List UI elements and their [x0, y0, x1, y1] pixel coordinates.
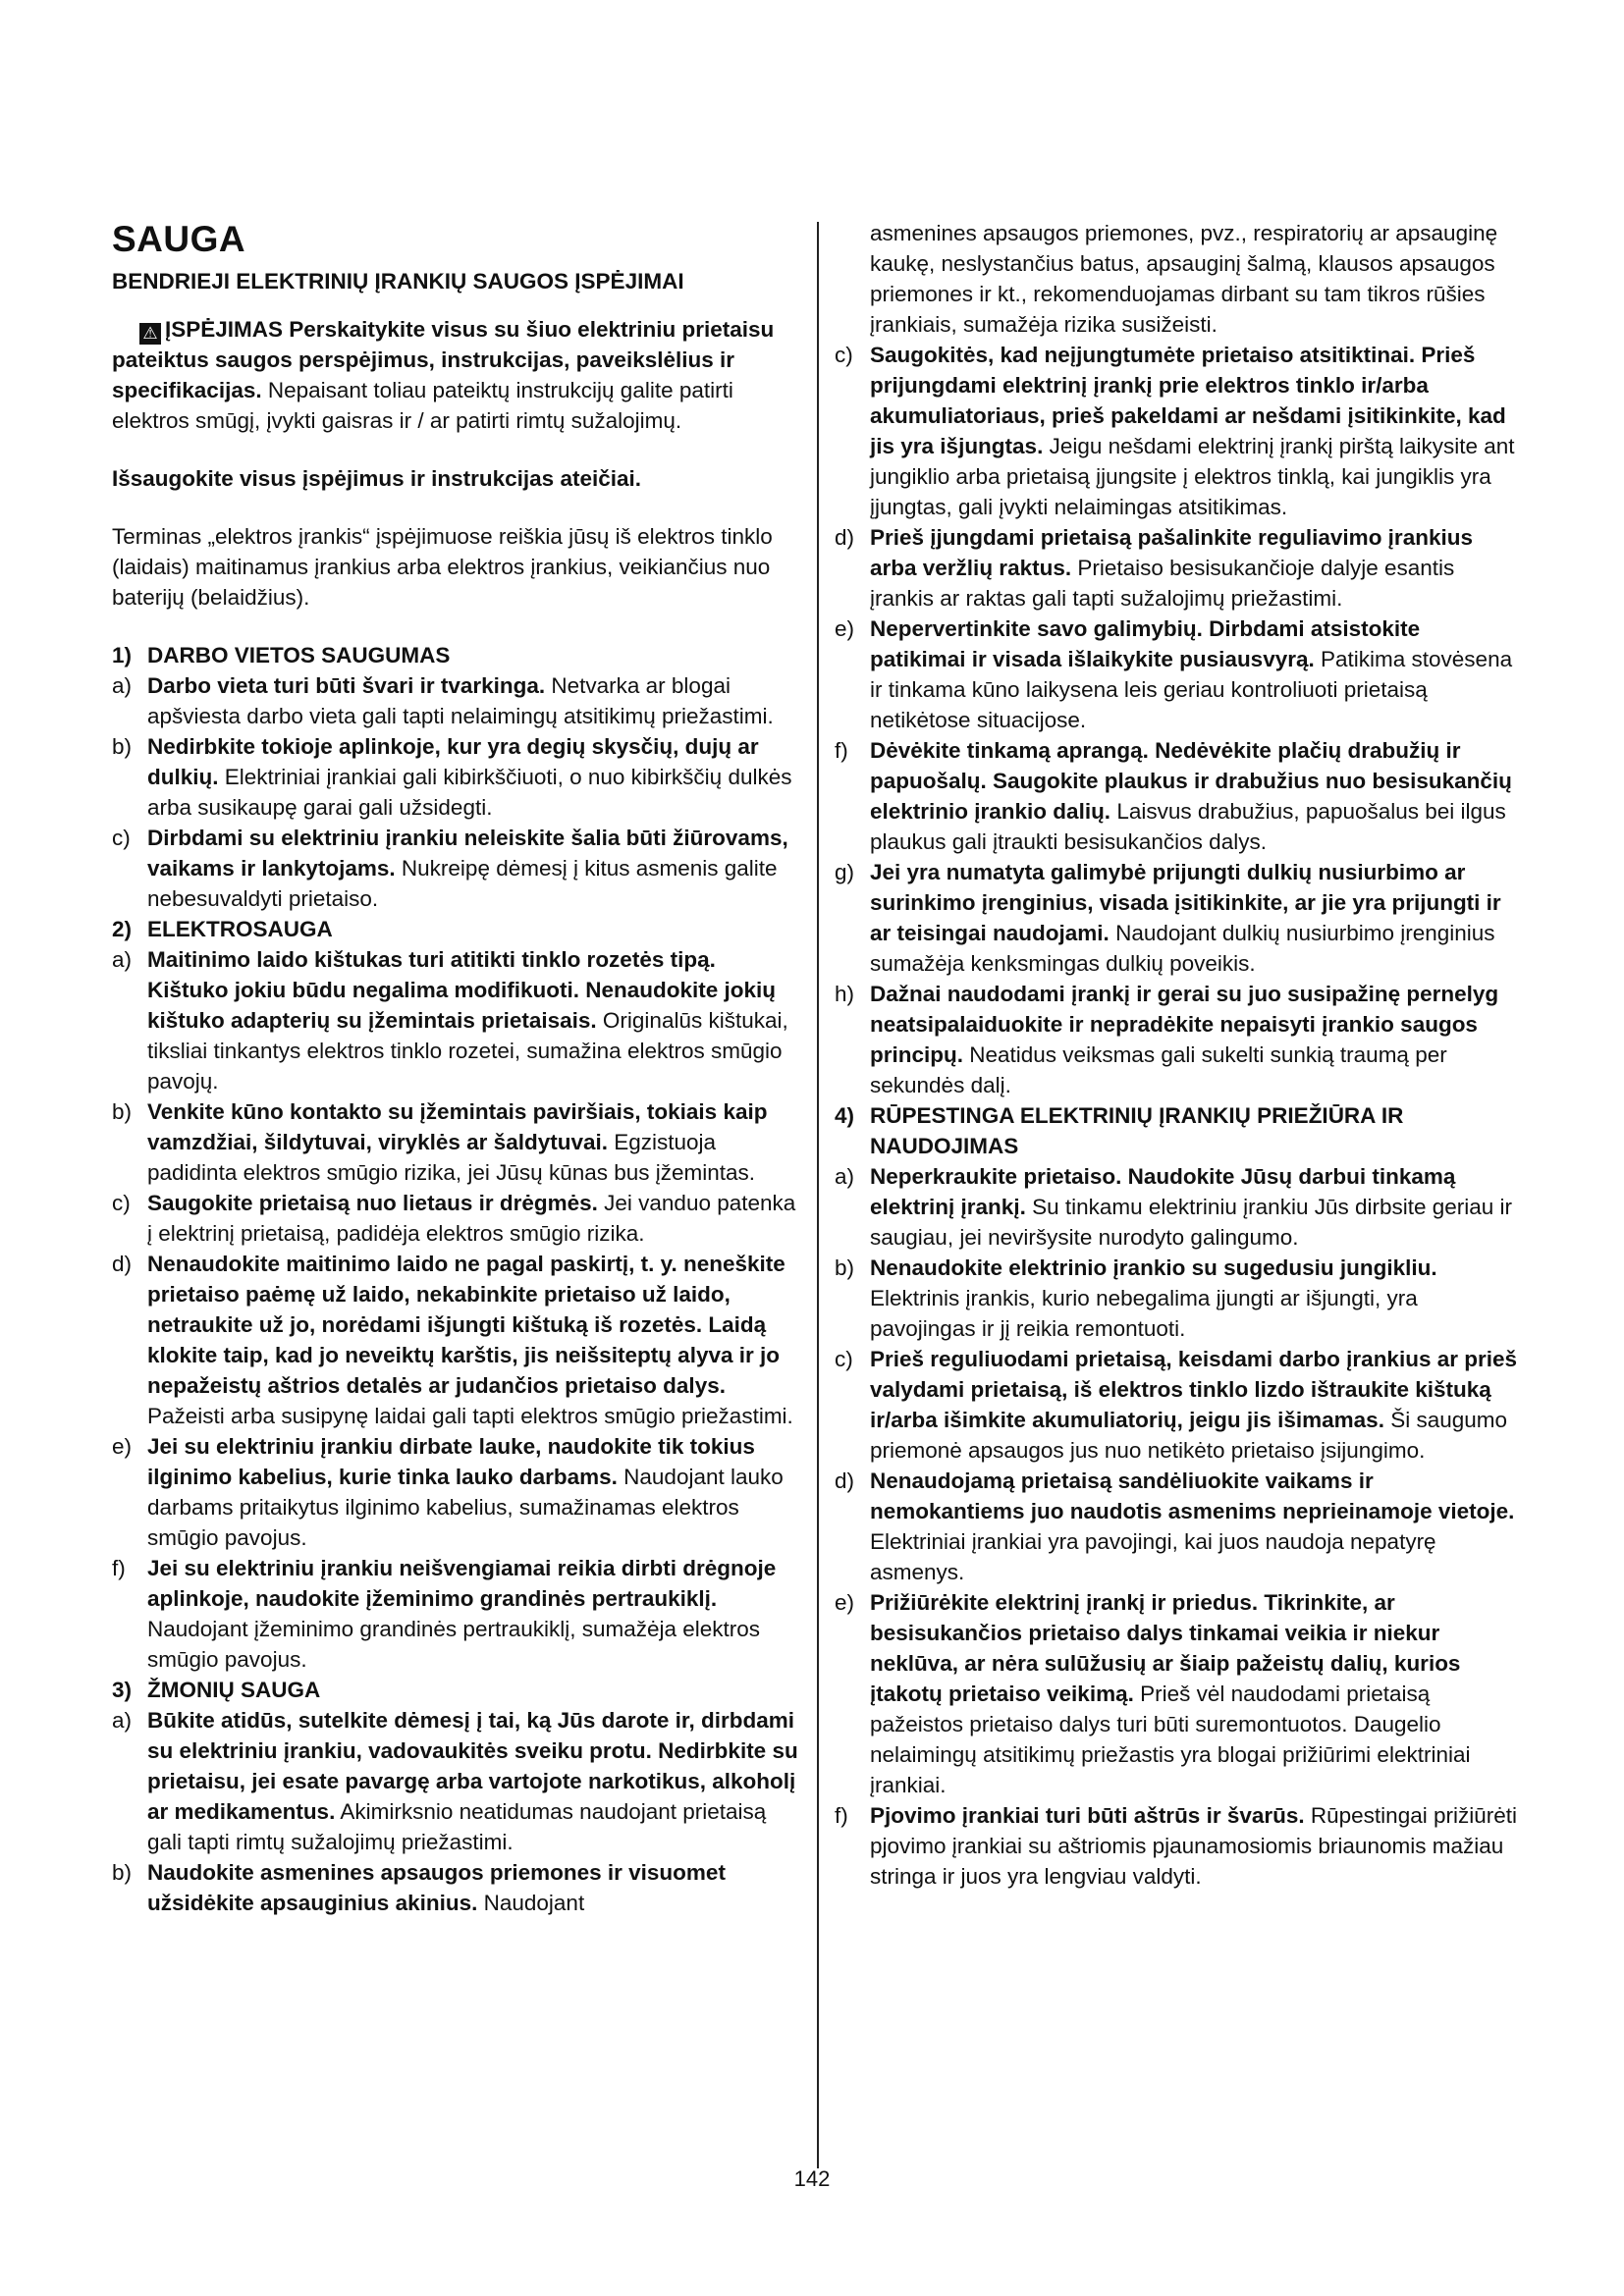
item-bold: Nenaudojamą prietaisą sandėliuokite vaikams ir nemokantiems juo naudotis asmenims neprieinamoje vietoje. — [870, 1468, 1515, 1523]
list-item — [112, 944, 799, 1096]
list-item — [112, 731, 799, 823]
item-text: Su tinkamu elektriniu įrankiu Jūs dirbsite geriau ir saugiau, jei neviršysite nurodyto galingumo. — [870, 1195, 1513, 1250]
item-bold: Naudokite asmenines apsaugos priemones ir visuomet užsidėkite apsauginius akinius. — [147, 1860, 726, 1915]
warning-triangle-icon: ⚠ — [139, 323, 161, 345]
item-label: e) — [835, 1590, 855, 1615]
section-number: 1) — [112, 643, 133, 667]
item-bold: Dėvėkite tinkamą aprangą. Nedėvėkite plačių drabužių ir papuošalų. Saugokite plaukus ir drabužius nuo besisukančių elektrinio įrankio dalių. — [870, 738, 1512, 824]
item-text: Ši saugumo priemonė apsaugos jus nuo netikėto prietaiso įsijungimo. — [870, 1408, 1508, 1463]
right-items — [835, 340, 1520, 1100]
warning-bold: ĮSPĖJIMAS Perskaitykite visus su šiuo elektriniu prietaisu pateiktus saugos perspėjimus, instrukcijas, paveikslėlius ir specifikacijas. — [112, 317, 775, 402]
list-item — [112, 1188, 799, 1249]
item-text: Originalūs kištukai, tiksliai tinkantys elektros tinklo rozetei, sumažina elektros smūgio pavojų. — [147, 1008, 788, 1094]
item-text: Naudojant įžeminimo grandinės pertraukiklį, sumažėja elektros smūgio pavojus. — [147, 1617, 761, 1672]
list-item — [835, 1344, 1520, 1466]
item-text: Egzistuoja padidinta elektros smūgio rizika, jei Jūsų kūnas bus įžemintas. — [147, 1130, 756, 1185]
item-bold: Neperkraukite prietaiso. Naudokite Jūsų darbui tinkamą elektrinį įrankį. — [870, 1164, 1456, 1219]
item-text: Naudojant dulkių nusiurbimo įrenginius sumažėja kenksmingas dulkių poveikis. — [870, 921, 1495, 976]
section-number: 2) — [112, 917, 133, 941]
item-bold: Būkite atidūs, sutelkite dėmesį į tai, ką Jūs darote ir, dirbdami su elektriniu įrankiu, vadovaukitės sveiku protu. Nedirbkite su prietaisu, jei esate pavargę arba vartojote narkotikus, alkoholį ar medikamentus. — [147, 1708, 798, 1824]
list-item — [112, 1857, 799, 1918]
item-text: Elektrinis įrankis, kurio nebegalima įjungti ar išjungti, yra pavojingas ir jį reikia remontuoti. — [870, 1286, 1418, 1341]
item-bold: Prieš įjungdami prietaisą pašalinkite reguliavimo įrankius arba veržlių raktus. — [870, 525, 1473, 580]
list-item — [112, 1249, 799, 1431]
warning-paragraph — [112, 314, 799, 436]
item-text: Naudojant lauko darbams pritaikytus ilginimo kabelius, sumažinamas elektros smūgio pavojus. — [147, 1465, 784, 1550]
item-bold: Darbo vieta turi būti švari ir tvarkinga. — [147, 673, 546, 698]
item-label: e) — [835, 616, 855, 641]
item-bold: Jei su elektriniu įrankiu neišvengiamai reikia dirbti drėgnoje aplinkoje, naudokite įžeminimo grandinės pertraukiklį. — [147, 1556, 777, 1611]
item-bold: Saugokite prietaisą nuo lietaus ir drėgmės. — [147, 1191, 598, 1215]
section-title: DARBO VIETOS SAUGUMAS — [147, 643, 451, 667]
term-definition: Terminas „elektros įrankis“ įspėjimuose reiškia jūsų iš elektros tinklo (laidais) maitinamus įrankius arba elektros įrankius, veikiančius nuo baterijų (belaidžius). — [112, 524, 773, 610]
list-item — [835, 979, 1520, 1100]
item-bold: Maitinimo laido kištukas turi atitikti tinklo rozetės tipą. Kištuko jokiu būdu negalima modifikuoti. Nenaudokite jokių kištuko adapterių su įžemintais prietaisais. — [147, 947, 777, 1033]
item-bold: Nepervertinkite savo galimybių. Dirbdami atsistokite patikimai ir visada išlaikykite pusiausvyrą. — [870, 616, 1421, 671]
item-bold: Prieš reguliuodami prietaisą, keisdami darbo įrankius ar prieš valydami prietaisą, iš elektros tinklo lizdo ištraukite kištuką ir/arba išimkite akumuliatorių, jeigu jis išimamas. — [870, 1347, 1518, 1432]
item-bold: Jei su elektriniu įrankiu dirbate lauke, naudokite tik tokius ilginimo kabelius, kurie tinka lauko darbams. — [147, 1434, 755, 1489]
section-subtitle: BENDRIEJI ELEKTRINIŲ ĮRANKIŲ SAUGOS ĮSPĖJIMAI — [112, 269, 684, 294]
item-text: Elektriniai įrankiai gali kibirkščiuoti, o nuo kibirkščių dulkės arba susikaupę garai gali užsidegti. — [147, 765, 792, 820]
item-label: c) — [835, 343, 853, 367]
item-label: c) — [112, 826, 131, 850]
item-bold: Dirbdami su elektriniu įrankiu neleiskite šalia būti žiūrovams, vaikams ir lankytojams. — [147, 826, 788, 881]
list-item — [835, 1800, 1520, 1892]
item-bold: Nenaudokite maitinimo laido ne pagal paskirtį, t. y. neneškite prietaiso paėmę už laido, nekabinkite prietaiso už laido, netraukite už jo, norėdami išjungti kištuką iš rozetės. Laidą klokite taip, kad jo neveiktų karštis, jis neišsiteptų alyva ir jo nepažeistų aštrios detalės ar judančios prietaiso dalys. — [147, 1252, 785, 1398]
item-text: Jeigu nešdami elektrinį įrankį pirštą laikysite ant jungiklio arba prietaisą įjungsite į elektros tinklą, kai jungiklis yra įjungtas, gali įvykti nelaimingas atsitikimas. — [870, 434, 1515, 519]
list-item — [835, 522, 1520, 614]
section-heading — [835, 1100, 1520, 1161]
column-divider — [817, 222, 819, 2168]
section-number: 3) — [112, 1678, 133, 1702]
item-text: Neatidus veiksmas gali sukelti sunkią traumą per sekundės dalį. — [870, 1042, 1447, 1097]
list-item — [835, 735, 1520, 857]
item-bold: Pjovimo įrankiai turi būti aštrūs ir švarūs. — [870, 1803, 1305, 1828]
list-item — [112, 1431, 799, 1553]
list-item — [835, 1161, 1520, 1253]
page-number: 142 — [793, 2166, 831, 2191]
item-label: f) — [835, 738, 848, 763]
section-title: ELEKTROSAUGA — [147, 917, 333, 941]
section-number: 4) — [835, 1103, 855, 1128]
item-text: Pažeisti arba susipynę laidai gali tapti elektros smūgio priežastimi. — [147, 1404, 793, 1428]
section-heading — [112, 1675, 799, 1705]
list-item — [835, 614, 1520, 735]
right-column — [835, 218, 1520, 1892]
item-bold: Saugokitės, kad neįjungtumėte prietaiso atsitiktinai. Prieš prijungdami elektrinį įrankį prie elektros tinklo ir/arba akumuliatoriaus, prieš pakeldami ar nešdami įsitikinkite, kad jis yra išjungtas. — [870, 343, 1506, 458]
section-title: RŪPESTINGA ELEKTRINIŲ ĮRANKIŲ PRIEŽIŪRA IR NAUDOJIMAS — [870, 1103, 1404, 1158]
keep-instructions: Išsaugokite visus įspėjimus ir instrukcijas ateičiai. — [112, 466, 641, 491]
continuation-paragraph: asmenines apsaugos priemones, pvz., respiratorių ar apsauginę kaukę, neslystančius batus, apsauginį šalmą, klausos apsaugos priemones ir kt., rekomenduojamas dirbant su tam tikros rūšies įrankiais, sumažėja rizika susižeisti. — [870, 221, 1498, 337]
item-text: Jei vanduo patenka į elektrinį prietaisą, padidėja elektros smūgio rizika. — [147, 1191, 796, 1246]
item-label: d) — [112, 1252, 133, 1276]
item-label: b) — [112, 1099, 133, 1124]
item-text: Laisvus drabužius, papuošalus bei ilgus plaukus gali įtraukti besisukančios dalys. — [870, 799, 1506, 854]
list-item — [112, 823, 799, 914]
section-heading — [112, 914, 799, 944]
item-label: f) — [835, 1803, 848, 1828]
section-title: ŽMONIŲ SAUGA — [147, 1678, 321, 1702]
item-text: Prieš vėl naudodami prietaisą pažeistos prietaiso dalys turi būti suremontuotos. Daugelio nelaimingų atsitikimų priežastis yra blogai prižiūrimi elektriniai įrankiai. — [870, 1682, 1471, 1797]
item-label: e) — [112, 1434, 133, 1459]
item-label: d) — [835, 1468, 855, 1493]
list-item — [835, 857, 1520, 979]
item-label: f) — [112, 1556, 126, 1580]
item-label: h) — [835, 982, 855, 1006]
item-bold: Jei yra numatyta galimybė prijungti dulkių nusiurbimo ar surinkimo įrenginius, visada įsitikinkite, ar jie yra prijungti ir ar teisingai naudojami. — [870, 860, 1501, 945]
section-heading — [112, 640, 799, 670]
left-sections — [112, 640, 799, 1918]
item-label: a) — [835, 1164, 855, 1189]
warning-text: Nepaisant toliau pateiktų instrukcijų galite patirti elektros smūgį, įvykti gaisras ir / ar patirti rimtų sužalojimų. — [112, 378, 733, 433]
item-label: c) — [835, 1347, 853, 1371]
item-label: g) — [835, 860, 855, 884]
item-label: c) — [112, 1191, 131, 1215]
item-text: Patikima stovėsena ir tinkama kūno laikysena leis geriau kontroliuoti prietaisą netikėtose situacijose. — [870, 647, 1513, 732]
list-item — [835, 340, 1520, 522]
item-text: Prietaiso besisukančioje dalyje esantis įrankis ar raktas gali tapti sužalojimų priežastimi. — [870, 556, 1455, 611]
item-text: Akimirksnio neatidumas naudojant prietaisą gali tapti rimtų sužalojimų priežastimi. — [147, 1799, 767, 1854]
list-item — [112, 1705, 799, 1857]
item-bold: Venkite kūno kontakto su įžemintais paviršiais, tokiais kaip vamzdžiai, šildytuvai, viryklės ar šaldytuvai. — [147, 1099, 768, 1154]
item-text: Elektriniai įrankiai yra pavojingi, kai juos naudoja nepatyrę asmenys. — [870, 1529, 1436, 1584]
item-label: a) — [112, 1708, 133, 1733]
item-text: Nukreipę dėmesį į kitus asmenis galite nebesuvaldyti prietaiso. — [147, 856, 778, 911]
list-item — [835, 1587, 1520, 1800]
item-bold: Prižiūrėkite elektrinį įrankį ir priedus. Tikrinkite, ar besisukančios prietaiso dalys tinkamai veikia ir niekur neklūva, ar nėra sulūžusių ar šiaip pažeistų dalių, kurios įtakotų prietaiso veikimą. — [870, 1590, 1461, 1706]
item-bold: Dažnai naudodami įrankį ir gerai su juo susipažinę pernelyg neatsipalaiduokite ir nepradėkite nepaisyti įrankio saugos principų. — [870, 982, 1499, 1067]
item-label: a) — [112, 673, 133, 698]
item-text: Rūpestingai prižiūrėti pjovimo įrankiai su aštriomis pjaunamosiomis briaunomis mažiau stringa ir juos yra lengviau valdyti. — [870, 1803, 1517, 1889]
item-label: b) — [835, 1255, 855, 1280]
item-bold: Nenaudokite elektrinio įrankio su sugedusiu jungikliu. — [870, 1255, 1437, 1280]
list-item — [112, 670, 799, 731]
item-text: Netvarka ar blogai apšviesta darbo vieta gali tapti nelaimingų atsitikimų priežastimi. — [147, 673, 774, 728]
item-bold: Nedirbkite tokioje aplinkoje, kur yra degių skysčių, dujų ar dulkių. — [147, 734, 759, 789]
item-label: b) — [112, 734, 133, 759]
list-item — [835, 1466, 1520, 1587]
left-column — [112, 218, 799, 1918]
list-item — [112, 1553, 799, 1675]
item-text: Naudojant — [477, 1891, 585, 1915]
item-label: a) — [112, 947, 133, 972]
right-section — [835, 1100, 1520, 1892]
list-item — [112, 1096, 799, 1188]
item-label: d) — [835, 525, 855, 550]
list-item — [835, 1253, 1520, 1344]
page-title: SAUGA — [112, 219, 246, 259]
item-label: b) — [112, 1860, 133, 1885]
